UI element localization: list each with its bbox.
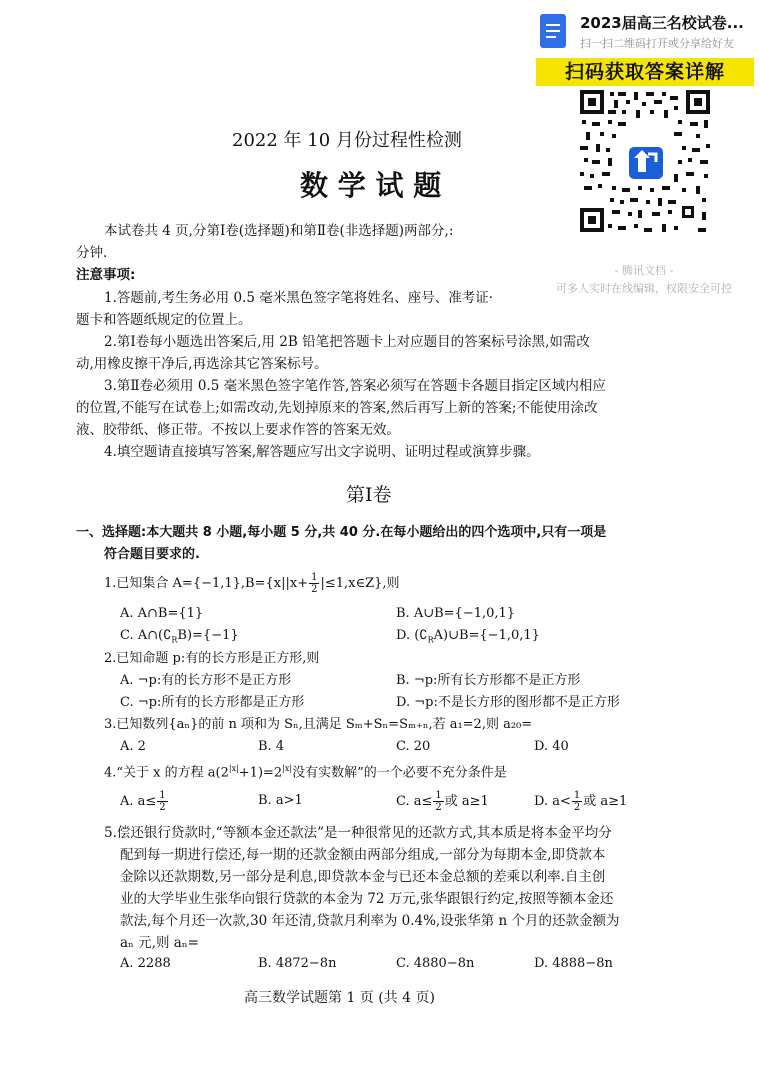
q3-option-b[interactable]: B. 4 [258,739,285,754]
share-title[interactable]: 2023届高三名校试卷... [580,14,744,32]
q4-option-a[interactable]: A. a≤ $\frac{1}{2}$ [120,790,166,813]
intro-line-2: 分钟. [76,245,108,261]
subject-title: 数 学 试 题 [300,169,442,202]
qr-code[interactable] [578,88,714,238]
q4-option-b[interactable]: B. a>1 [258,793,303,808]
watermark-line-2: 可多人实时在线编辑，权限安全可控 [556,282,732,295]
note-line: 的位置,不能写在试卷上;如需改动,先划掉原来的答案,然后再写上新的答案;不能使用涂改 [76,400,598,416]
q5-line: 业的大学毕业生张华向银行贷款的本金为 72 万元,张华跟银行约定,按照等额本金还 [120,891,614,907]
part1-instructions: 一、选择题:本大题共 8 小题,每小题 5 分,共 40 分.在每小题给出的四个选项中,只有一项是 [76,525,607,540]
page-footer: 高三数学试题第 1 页 (共 4 页) [244,990,435,1006]
note-line: 液、胶带纸、修正带。不按以上要求作答的答案无效。 [76,422,400,438]
q5-line: 配到每一期进行偿还,每一期的还款金额由两部分组成,一部分为每期本金,即贷款本 [120,847,606,863]
intro-line-1: 本试卷共 4 页,分第Ⅰ卷(选择题)和第Ⅱ卷(非选择题)两部分,: [104,223,454,239]
section-title: 第Ⅰ卷 [346,484,392,506]
fraction: $\frac{1}{2}$ [311,572,318,595]
q5-option-a[interactable]: A. 2288 [120,956,171,971]
q3-stem: 3.已知数列{aₙ}的前 n 项和为 Sₙ,且满足 Sₘ+Sₙ=Sₘ₊ₙ,若 a₁=2,则 a₂₀= [104,717,533,732]
notes-heading: 注意事项: [76,267,136,283]
part1-instructions-cont: 符合题目要求的. [104,547,200,562]
q3-option-d[interactable]: D. 40 [534,739,569,754]
q2-option-b[interactable]: B. ¬p:所有长方形都不是正方形 [396,673,581,688]
q5-option-c[interactable]: C. 4880−8n [396,956,475,971]
q1-option-a[interactable]: A. A∩B={1} [120,606,204,621]
note-line: 2.第Ⅰ卷每小题选出答案后,用 2B 铅笔把答题卡上对应题目的答案标号涂黑,如需改 [104,334,590,350]
watermark-line-1: - 腾讯文档 - [614,264,674,277]
note-line: 动,用橡皮擦干净后,再选涂其它答案标号。 [76,356,328,372]
fraction: $\frac{1}{2}$ [573,790,581,813]
q2-option-a[interactable]: A. ¬p:有的长方形不是正方形 [120,673,292,688]
q5-line: 金除以还款期数,另一部分是利息,即贷款本金与已还本金总额的差乘以利率.自主创 [120,869,606,885]
share-subtitle: 扫一扫二维码打开或分享给好友 [580,37,734,50]
answer-banner[interactable]: 扫码获取答案详解 [536,58,754,86]
note-line: 1.答题前,考生务必用 0.5 毫米黑色签字笔将姓名、座号、准考证· [104,290,494,306]
q3-option-c[interactable]: C. 20 [396,739,431,754]
q3-option-a[interactable]: A. 2 [120,739,146,754]
note-line: 3.第Ⅱ卷必须用 0.5 毫米黑色签字笔作答,答案必须写在答题卡各题目指定区域内相应 [104,378,606,394]
q2-stem: 2.已知命题 p:有的长方形是正方形,则 [104,651,320,666]
q2-option-c[interactable]: C. ¬p:所有的长方形都是正方形 [120,695,305,710]
exam-title: 2022 年 10 月份过程性检测 [232,130,462,151]
note-line: 题卡和答题纸规定的位置上。 [76,312,252,328]
q4-stem: 4.“关于 x 的方程 $a(2^{|x|}+1)=2^{|x|}$没有实数解”的一个必要不充分条件是 [104,764,507,781]
doc-icon [540,14,566,48]
q2-option-d[interactable]: D. ¬p:不是长方形的图形都不是正方形 [396,695,620,710]
q5-line: 5.偿还银行贷款时,“等额本金还款法”是一种很常见的还款方式,其本质是将本金平均分 [104,825,612,841]
q1-stem: 1.已知集合 A={−1,1},B={x||x+ $\frac{1}{2}$ |≤1,x∈Z},则 [104,572,400,595]
q1-option-b[interactable]: B. A∪B={−1,0,1} [396,606,516,621]
q5-option-b[interactable]: B. 4872−8n [258,956,337,971]
fraction: $\frac{1}{2}$ [159,790,166,813]
q5-option-d[interactable]: D. 4888−8n [534,956,613,971]
q4-option-c[interactable]: C. a≤ $\frac{1}{2}$ 或 a≥1 [396,790,489,813]
q4-option-d[interactable]: D. a< $\frac{1}{2}$ 或 a≥1 [534,790,628,813]
q1-option-c[interactable]: C. $A\cap(∁_RB)=\{-1\}$ [120,628,239,645]
share-overlay [528,0,760,300]
fraction: $\frac{1}{2}$ [435,790,442,813]
note-line: 4.填空题请直接填写答案,解答题应写出文字说明、证明过程或演算步骤。 [104,444,540,460]
q5-line: 款法,每个月还一次款,30 年还清,贷款月利率为 0.4%,设张华第 n 个月的还款金额为 [120,913,620,929]
q1-option-d[interactable]: D. $(∁_RA)\cup B=\{-1,0,1\}$ [396,628,540,645]
q5-line: aₙ 元,则 aₙ= [120,935,199,951]
